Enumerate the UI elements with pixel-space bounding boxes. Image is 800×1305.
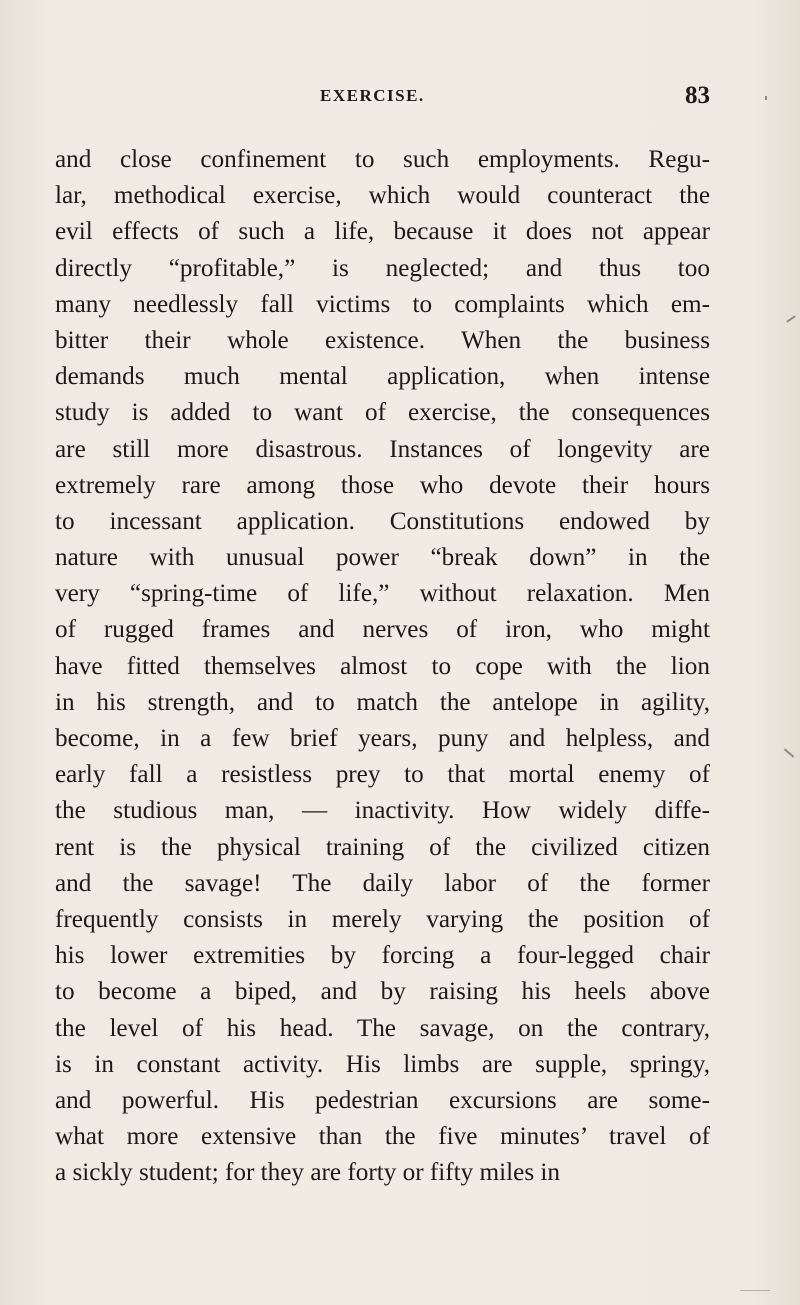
text-line: extremely rare among those who devote their hours — [55, 471, 710, 499]
text-line: rent is the physical training of the civilized citizen — [55, 833, 710, 861]
text-line: is in constant activity. His limbs are supple, springy, — [55, 1050, 710, 1078]
text-line: become, in a few brief years, puny and helpless, and — [55, 725, 710, 752]
text-line: early fall a resistless prey to that mortal enemy of — [55, 761, 710, 789]
margin-mark — [784, 748, 794, 757]
text-line: demands much mental application, when intense — [55, 363, 710, 391]
text-line: to become a biped, and by raising his heels above — [55, 978, 710, 1006]
text-line: are still more disastrous. Instances of longevity are — [55, 435, 710, 463]
page-header — [55, 82, 710, 116]
text-line: study is added to want of exercise, the consequences — [55, 399, 710, 427]
text-line: have fitted themselves almost to cope with the lion — [55, 652, 710, 680]
text-line: many needlessly fall victims to complaints which em- — [55, 290, 710, 318]
text-line: directly “profitable,” is neglected; and thus too — [55, 254, 710, 282]
text-line: a sickly student; for they are forty or fifty miles in — [55, 1159, 561, 1187]
text-line: nature with unusual power “break down” in the — [55, 544, 710, 572]
text-line: of rugged frames and nerves of iron, who might — [55, 616, 710, 644]
text-line: his lower extremities by forcing a four-legged chair — [55, 942, 710, 970]
text-line: evil effects of such a life, because it does not appear — [55, 218, 710, 246]
text-line: the studious man, — inactivity. How widely diffe- — [55, 797, 710, 825]
text-line: bitter their whole existence. When the business — [55, 326, 710, 354]
margin-mark — [740, 1290, 770, 1291]
running-head: EXERCISE. — [320, 86, 425, 105]
text-line: and the savage! The daily labor of the former — [55, 869, 710, 897]
text-line: the level of his head. The savage, on the contrary, — [55, 1014, 710, 1042]
text-line: lar, methodical exercise, which would counteract the — [55, 182, 710, 210]
body-text — [55, 142, 710, 1191]
margin-mark — [765, 96, 767, 100]
text-line: frequently consists in merely varying the position of — [55, 905, 710, 933]
text-line: and close confinement to such employments. Regu- — [55, 146, 710, 173]
margin-mark — [786, 315, 795, 322]
text-line: in his strength, and to match the antelope in agility, — [55, 688, 710, 716]
text-line: and powerful. His pedestrian excursions are some- — [55, 1086, 710, 1114]
page-number: 83 — [685, 82, 710, 109]
text-line: what more extensive than the five minutes’ travel of — [55, 1123, 710, 1151]
text-line: to incessant application. Constitutions endowed by — [55, 507, 710, 535]
text-line: very “spring-time of life,” without relaxation. Men — [55, 580, 710, 608]
